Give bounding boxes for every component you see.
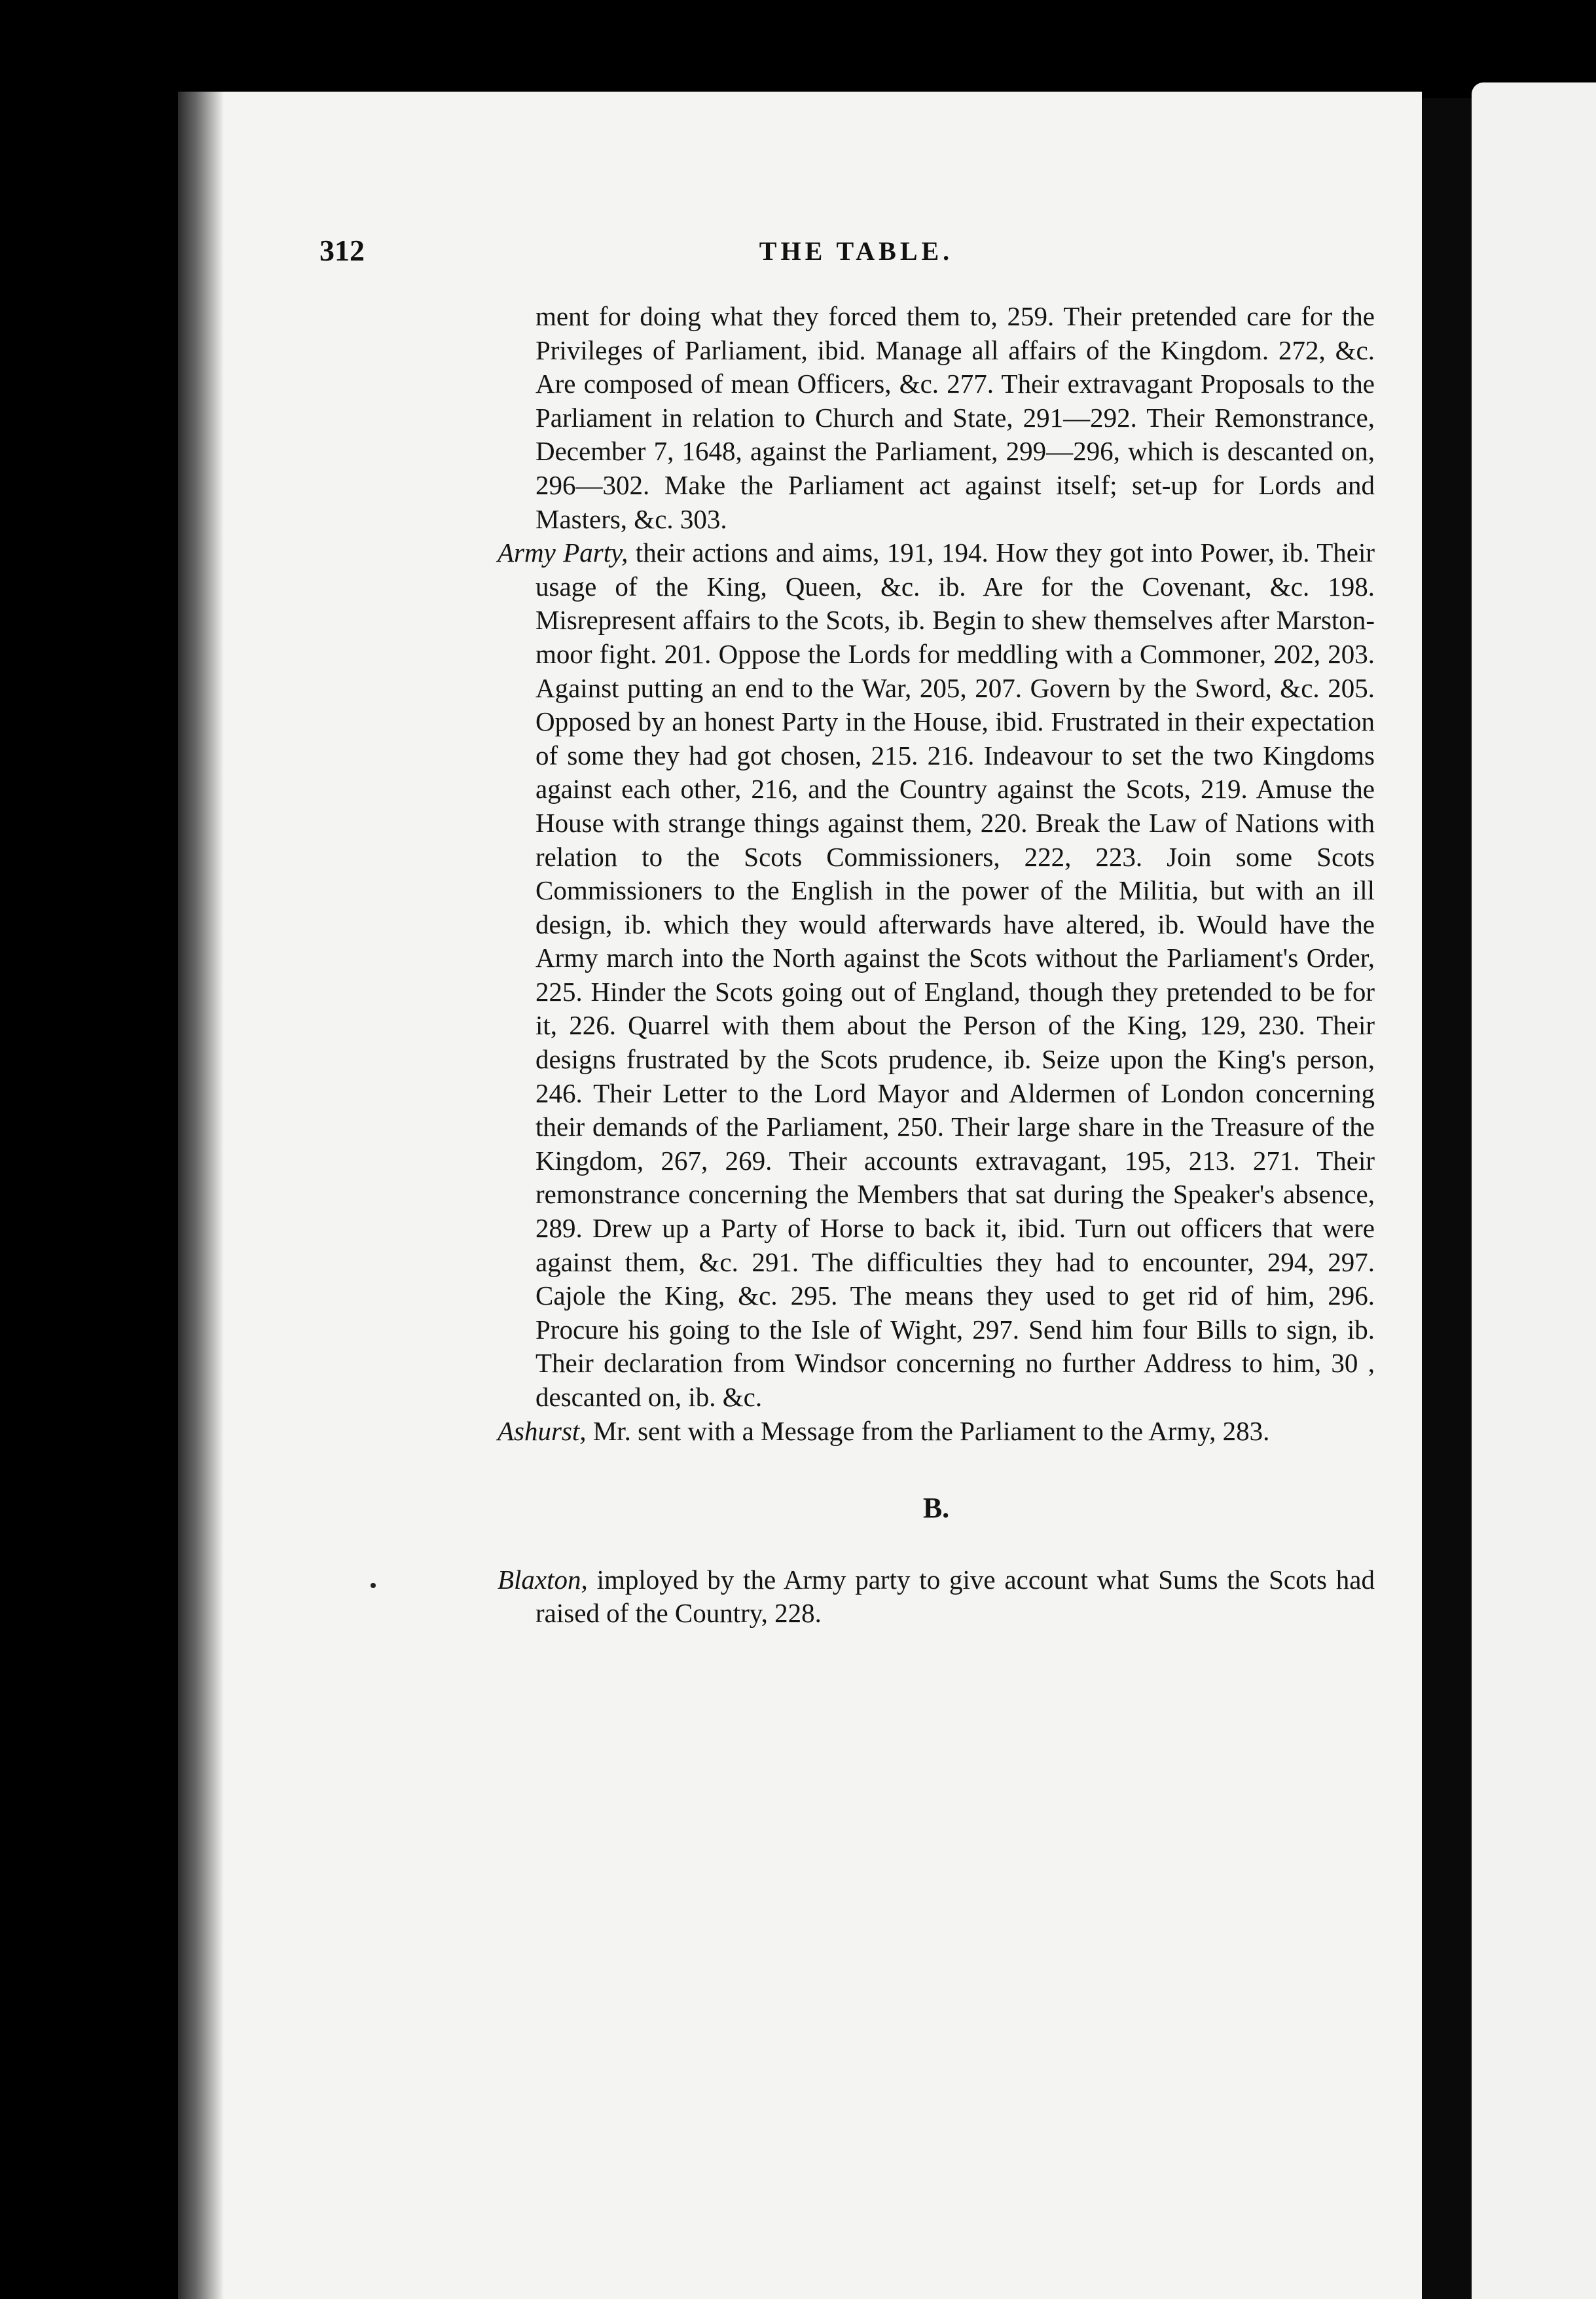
- index-entry-ashurst: [498, 1415, 1375, 1449]
- ink-speck: [371, 1583, 376, 1588]
- entry-text: Mr. sent with a Message from the Parliament to the Army, 283.: [586, 1415, 1270, 1446]
- entry-text: ment for doing what they forced them to, 259. Their pretended care for the Privileges of Parliament, ibid. Manage all affairs of the Kingdom. 272, &c. Are composed of mean Officers, &c. 277. Their extravagant Proposals to the Parliament in relation to Church and State, 291—292. Their Remonstrance, December 7, 1648, against the Parliament, 299—296, which is descanted on, 296—302. Make the Parliament act against itself; set-up for Lords and Masters, &c. 303.: [535, 301, 1375, 534]
- index-content: [498, 300, 1375, 1631]
- entry-head: Army Party,: [498, 537, 628, 568]
- page-number: 312: [319, 234, 365, 267]
- index-entry-blaxton: [498, 1563, 1375, 1631]
- entry-head: Blaxton,: [498, 1564, 588, 1595]
- entry-text: imployed by the Army party to give account what Sums the Scots had raised of the Country, 228.: [535, 1564, 1375, 1629]
- running-head: THE TABLE.: [759, 236, 954, 266]
- index-entry-continuation: [498, 300, 1375, 536]
- page-header: [319, 233, 1393, 272]
- book-spine: [1422, 98, 1472, 2299]
- index-entry-army-party: [498, 536, 1375, 1414]
- entry-text: their actions and aims, 191, 194. How they got into Power, ib. Their usage of the King, Queen, &c. ib. Are for the Covenant, &c. 198. Misrepresent affairs to the Scots, ib. Begin to shew themselves after Marston-moor fight. 201. Oppose the Lords for meddling with a Commoner, 202, 203. Against putting an end to the War, 205, 207. Govern by the Sword, &c. 205. Opposed by an honest Party in the House, ibid. Frustrated in their expectation of some they had got chosen, 215. 216. Indeavour to set the two Kingdoms against each other, 216, and the Country against the Scots, 219. Amuse the House with strange things against them, 220. Break the Law of Nations with relation to the Scots Commissioners, 222, 223. Join some Scots Commissioners to the English in the power of the Militia, but with an ill design, ib. which they would afterwards have altered, ib. Would have the Army march into the North against the Scots without the Parliament's Order, 225. Hinder the Scots going out of England, though they pretended to be for it, 226. Quarrel with them about the Person of the King, 129, 230. Their designs frustrated by the Scots prudence, ib. Seize upon the King's person, 246. Their Letter to the Lord Mayor and Aldermen of London concerning their demands of the Parliament, 250. Their large share in the Treasure of the Kingdom, 267, 269. Their accounts extravagant, 195, 213. 271. Their remonstrance concerning the Members that sat during the Speaker's absence, 289. Drew up a Party of Horse to back it, ibid. Turn out officers that were against them, &c. 291. The difficulties they had to encounter, 294, 297. Cajole the King, &c. 295. The means they used to get rid of him, 296. Procure his going to the Isle of Wight, 297. Send him four Bills to sign, ib. Their declaration from Windsor concerning no further Address to him, 30 , descanted on, ib. &c.: [535, 537, 1375, 1412]
- next-page-edge: [1472, 82, 1596, 2299]
- entry-head: Ashurst,: [498, 1415, 587, 1446]
- binding-shadow: [178, 92, 224, 2299]
- section-letter: B.: [922, 1492, 950, 1525]
